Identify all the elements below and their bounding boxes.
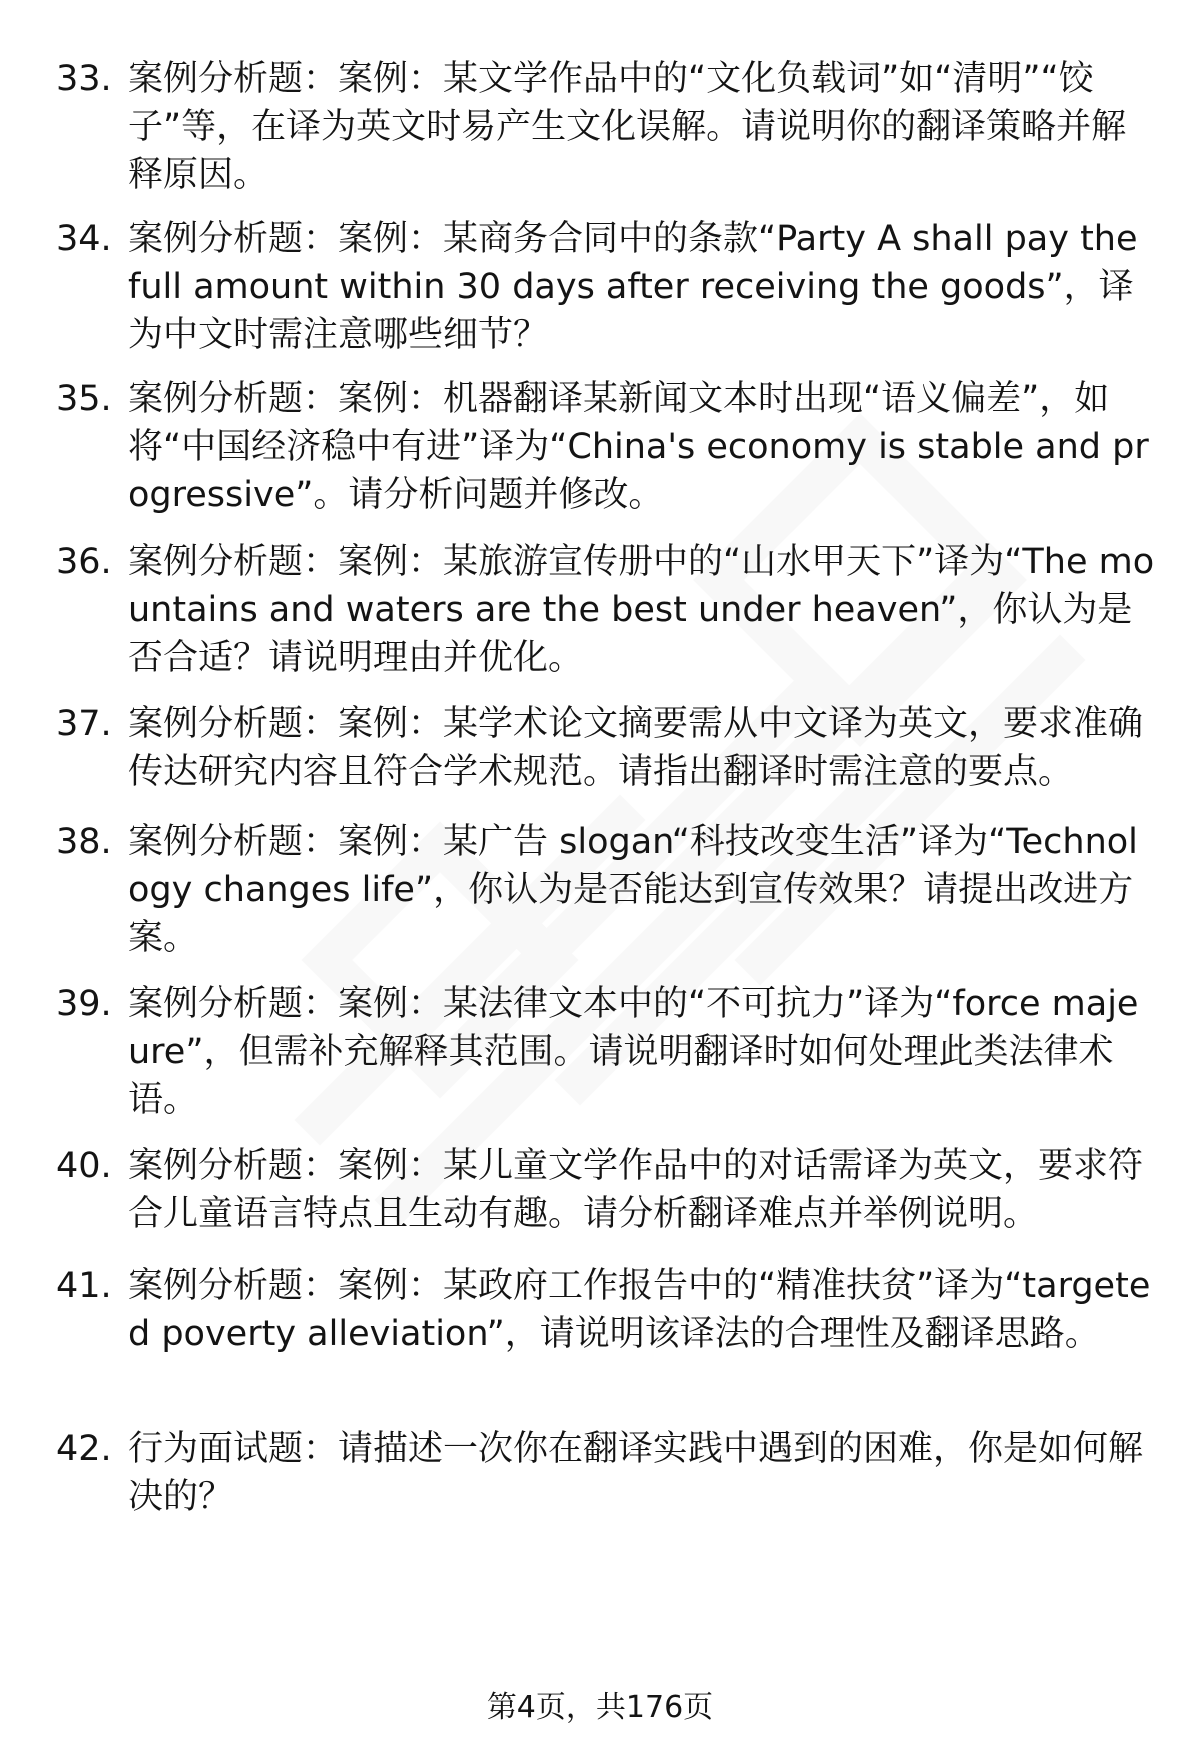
- question-42: [56, 1425, 1156, 1521]
- question-number: 40.: [56, 1146, 112, 1186]
- question-text: 案例分析题：案例：某文学作品中的“文化负载词”如“清明”“饺子”等，在译为英文时易产生文化误解。请说明你的翻译策略并解释原因。: [128, 59, 1127, 195]
- question-36: [56, 538, 1156, 682]
- question-text: 案例分析题：案例：某旅游宣传册中的“山水甲天下”译为“The mountains and waters are the best under heaven”，你认为是否合适？请说明理由并优化。: [128, 542, 1155, 678]
- question-text: 案例分析题：案例：某法律文本中的“不可抗力”译为“force majeure”，但需补充解释其范围。请说明翻译时如何处理此类法律术语。: [128, 984, 1139, 1120]
- question-text: 案例分析题：案例：某政府工作报告中的“精准扶贫”译为“targeted poverty alleviation”，请说明该译法的合理性及翻译思路。: [128, 1266, 1151, 1354]
- question-34: [56, 215, 1156, 359]
- question-number: 33.: [56, 59, 112, 99]
- question-33: [56, 55, 1156, 199]
- question-text: 案例分析题：案例：某儿童文学作品中的对话需译为英文，要求符合儿童语言特点且生动有趣。请分析翻译难点并举例说明。: [128, 1146, 1144, 1234]
- question-35: [56, 375, 1156, 519]
- question-39: [56, 980, 1156, 1124]
- question-number: 42.: [56, 1429, 112, 1469]
- question-number: 41.: [56, 1266, 112, 1306]
- question-number: 34.: [56, 219, 112, 259]
- question-number: 35.: [56, 379, 112, 419]
- question-number: 38.: [56, 822, 112, 862]
- question-text: 案例分析题：案例：某学术论文摘要需从中文译为英文，要求准确传达研究内容且符合学术规范。请指出翻译时需注意的要点。: [128, 704, 1144, 792]
- question-41: [56, 1262, 1156, 1358]
- page-footer: 第4页，共176页: [486, 1690, 714, 1725]
- question-40: [56, 1142, 1156, 1238]
- question-text: 案例分析题：案例：某商务合同中的条款“Party A shall pay the full amount within 30 days after receiving the goods”，译为中文时需注意哪些细节？: [128, 219, 1138, 355]
- question-text: 行为面试题：请描述一次你在翻译实践中遇到的困难，你是如何解决的？: [128, 1429, 1144, 1517]
- question-text: 案例分析题：案例：某广告 slogan“科技改变生活”译为“Technology changes life”，你认为是否能达到宣传效果？请提出改进方案。: [128, 822, 1138, 958]
- question-number: 36.: [56, 542, 112, 582]
- question-number: 39.: [56, 984, 112, 1024]
- question-number: 37.: [56, 704, 112, 744]
- question-37: [56, 700, 1156, 796]
- question-38: [56, 818, 1156, 962]
- question-text: 案例分析题：案例：机器翻译某新闻文本时出现“语义偏差”，如将“中国经济稳中有进”译为“China's economy is stable and progressive”。请分析问题并修改。: [128, 379, 1149, 515]
